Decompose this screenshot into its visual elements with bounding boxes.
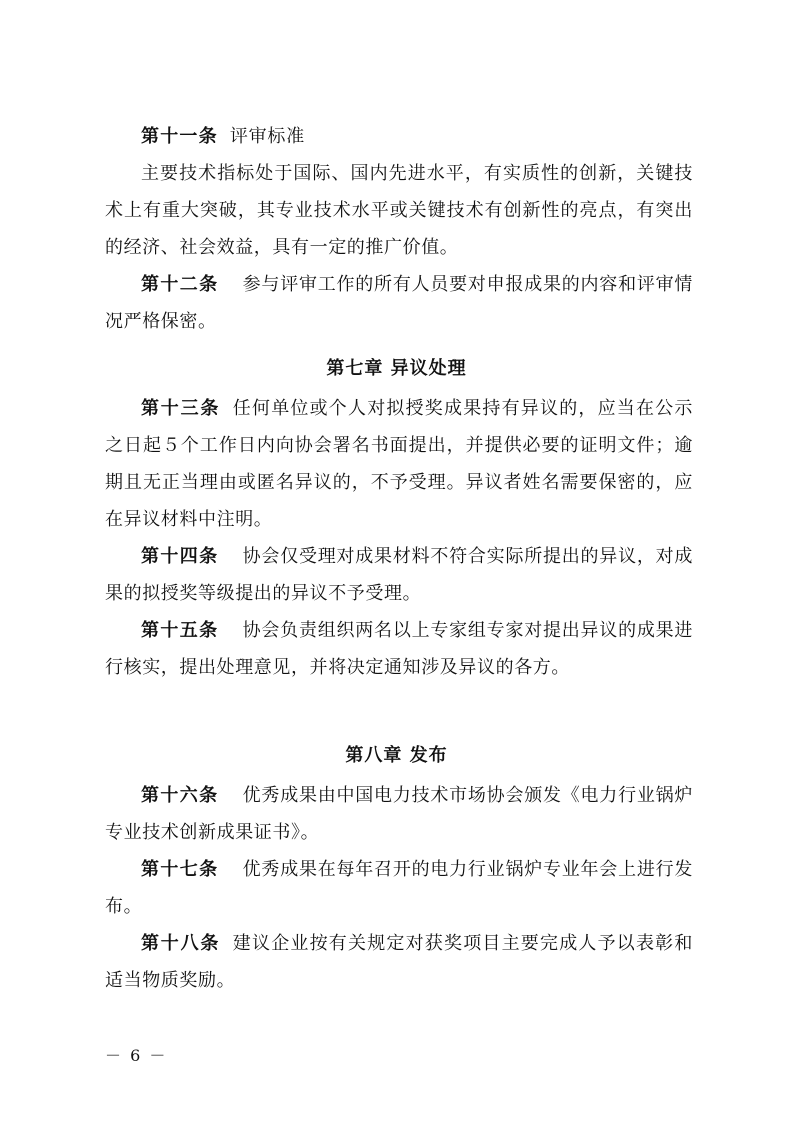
article-label: 第十二条: [141, 274, 219, 295]
chapter-eight-content: [105, 777, 693, 999]
article-sixteen: [105, 777, 693, 851]
article-label: 第十八条: [141, 933, 221, 954]
article-eighteen: [105, 925, 693, 999]
article-title: 评审标准: [229, 126, 306, 147]
article-label: 第十六条: [141, 785, 219, 806]
article-text: 任何单位或个人对拟授奖成果持有异议的，应当在公示之日起５个工作日内向协会署名书面提出，并提供必要的证明文件；逾期且无正当理由或匿名异议的，不予受理。异议者姓名需要保密的，应在异议材料中注明。: [105, 398, 693, 530]
section-eleven: [105, 118, 693, 340]
article-text: 优秀成果在每年召开的电力行业锅炉专业年会上进行发布。: [105, 859, 693, 917]
article-eleven-heading: [105, 118, 693, 155]
article-label: 第十七条: [141, 859, 219, 880]
chapter-eight-heading: 第八章 发布: [345, 745, 448, 766]
chapter-seven-content: [105, 390, 693, 686]
article-thirteen: [105, 390, 693, 538]
article-text: 建议企业按有关规定对获奖项目主要完成人予以表彰和适当物质奖励。: [105, 933, 693, 991]
article-label: 第十四条: [141, 546, 219, 567]
page-number: － 6 －: [105, 1046, 168, 1065]
article-text: 协会仅受理对成果材料不符合实际所提出的异议，对成果的拟授奖等级提出的异议不予受理。: [105, 546, 693, 604]
article-text: 协会负责组织两名以上专家组专家对提出异议的成果进行核实，提出处理意见，并将决定通知涉及异议的各方。: [105, 620, 693, 678]
chapter-seven-heading: 第七章 异议处理: [326, 358, 467, 379]
article-text: 优秀成果由中国电力技术市场协会颁发《电力行业锅炉专业技术创新成果证书》。: [105, 785, 693, 843]
article-label: 第十一条: [141, 126, 218, 147]
article-eleven-paragraph: 主要技术指标处于国际、国内先进水平，有实质性的创新，关键技术上有重大突破，其专业技术水平或关键技术有创新性的亮点，有突出的经济、社会效益，具有一定的推广价值。: [105, 163, 693, 258]
article-seventeen: [105, 851, 693, 925]
article-label: 第十五条: [141, 620, 219, 641]
article-fifteen: [105, 612, 693, 686]
article-text: 参与评审工作的所有人员要对申报成果的内容和评审情况严格保密。: [105, 274, 693, 332]
article-fourteen: [105, 538, 693, 612]
article-twelve: [105, 266, 693, 340]
article-label: 第十三条: [141, 398, 221, 419]
